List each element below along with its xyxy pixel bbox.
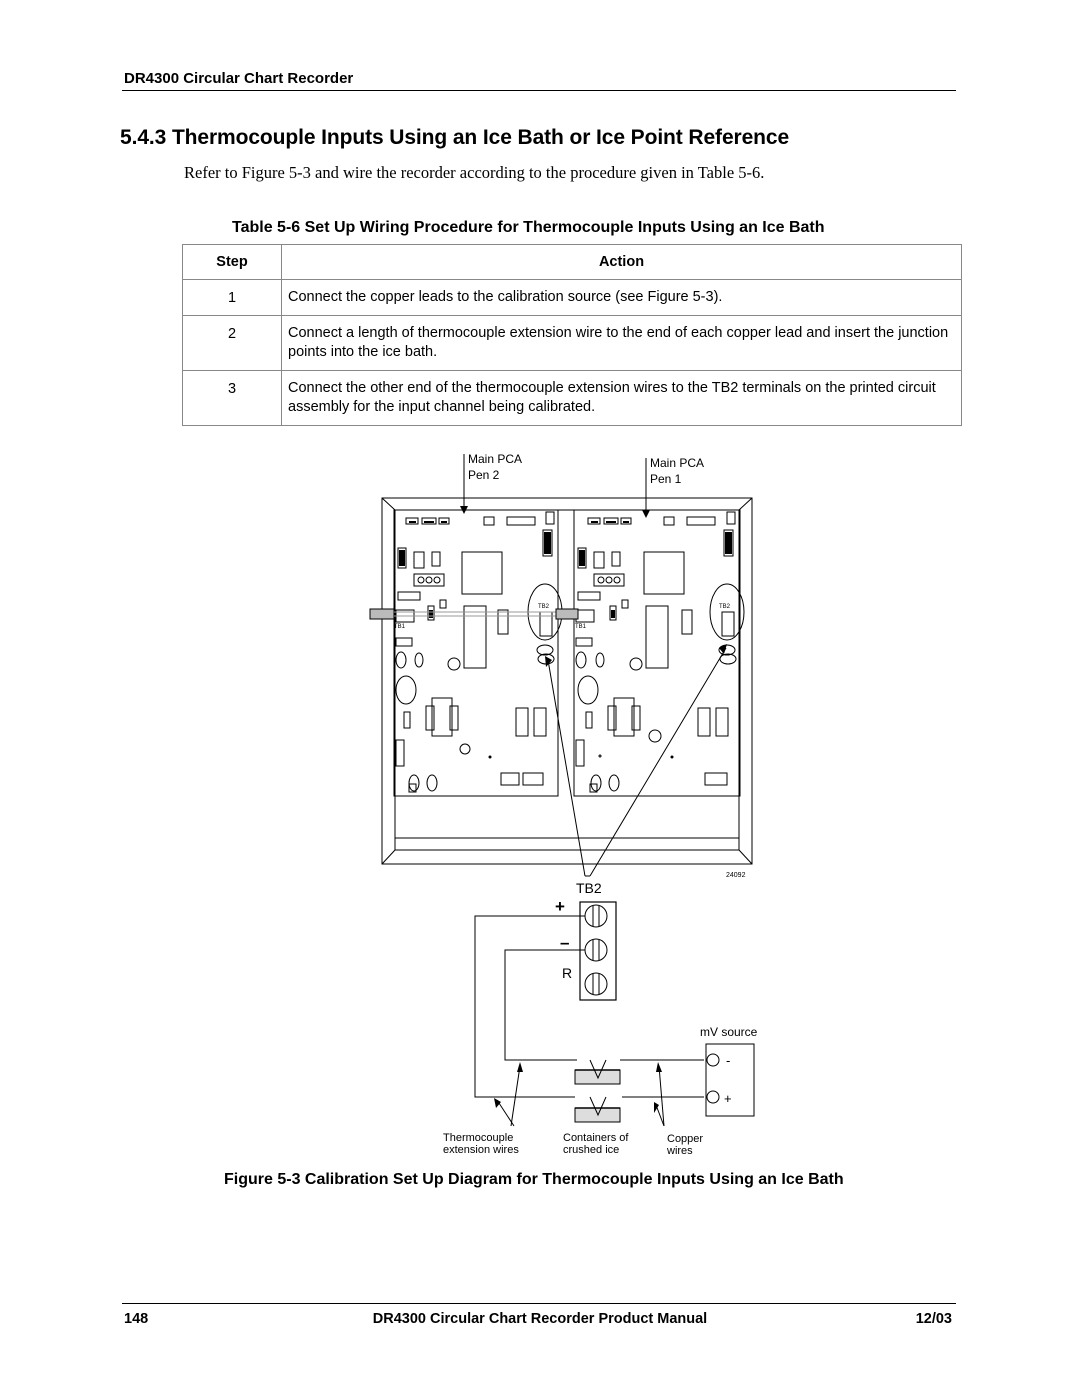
running-header: DR4300 Circular Chart Recorder — [124, 70, 354, 87]
ice-containers — [575, 1060, 620, 1122]
source-plus-label: + — [724, 1091, 732, 1106]
copper-wires-label: wires — [667, 1145, 693, 1157]
tb1-label-pen2: TB1 — [394, 624, 406, 630]
tb2-screw-terminals — [585, 905, 607, 995]
table-row — [183, 371, 962, 426]
containers-label: crushed ice — [563, 1144, 620, 1156]
tb2-label-pen2: TB2 — [538, 604, 550, 610]
tb2-label: TB2 — [576, 880, 602, 896]
step-number: 3 — [183, 371, 282, 426]
main-pca-pen2-label: Main PCA — [468, 452, 523, 466]
source-minus-label: - — [726, 1053, 731, 1068]
main-pca-pen1-label: Main PCA — [650, 456, 705, 470]
pca-board-pen1 — [574, 510, 744, 796]
tc-wires-label: extension wires — [443, 1144, 519, 1156]
tb2-r-label: R — [562, 965, 573, 981]
calibration-diagram — [360, 440, 780, 1165]
footer-rule — [122, 1303, 956, 1304]
containers-label: Containers of — [563, 1132, 629, 1144]
procedure-table — [182, 244, 962, 426]
ribbon-cable-right — [556, 609, 578, 619]
tc-wires-label: Thermocouple — [443, 1132, 514, 1144]
column-header-step: Step — [183, 245, 282, 280]
step-action: Connect a length of thermocouple extension wire to the end of each copper lead and insert the junction points into the ice bath. — [282, 316, 962, 371]
pca-board-pen2 — [394, 510, 562, 796]
tb2-minus-label: – — [560, 933, 570, 952]
drawing-number: 24092 — [726, 872, 746, 879]
pen1-terminal-fills — [579, 521, 732, 759]
table-row — [183, 316, 962, 371]
tb2-plus-label: + — [555, 897, 565, 916]
recorder-case — [382, 498, 752, 864]
source-minus-terminal — [707, 1054, 719, 1066]
tb1-label-pen1: TB1 — [575, 624, 587, 630]
footer-manual-title: DR4300 Circular Chart Recorder Product Manual — [372, 1311, 708, 1327]
copper-wires-label: Copper — [667, 1133, 704, 1145]
section-title: 5.4.3 Thermocouple Inputs Using an Ice Bath or Ice Point Reference — [120, 126, 790, 149]
table-row — [183, 280, 962, 316]
tb2-callout-lines — [548, 648, 726, 876]
page-number: 148 — [124, 1311, 149, 1327]
table-header-row — [183, 245, 962, 280]
footer-date: 12/03 — [915, 1311, 952, 1327]
source-plus-terminal — [707, 1091, 719, 1103]
tb2-label-pen1: TB2 — [719, 604, 731, 610]
ribbon-cable-left — [370, 609, 394, 619]
intro-paragraph: Refer to Figure 5-3 and wire the recorder according to the procedure given in Table 5-6. — [184, 163, 765, 182]
main-pca-pen2-label: Pen 2 — [468, 468, 500, 482]
figure-caption: Figure 5-3 Calibration Set Up Diagram for Thermocouple Inputs Using an Ice Bath — [224, 1171, 844, 1188]
step-number: 2 — [183, 316, 282, 371]
step-number: 1 — [183, 280, 282, 316]
step-action: Connect the copper leads to the calibration source (see Figure 5-3). — [282, 280, 962, 316]
header-rule — [122, 90, 956, 91]
column-header-action: Action — [282, 245, 962, 280]
mv-source-label: mV source — [700, 1025, 758, 1039]
main-pca-pen1-label: Pen 1 — [650, 472, 682, 486]
table-caption: Table 5-6 Set Up Wiring Procedure for Thermocouple Inputs Using an Ice Bath — [232, 219, 825, 236]
step-action: Connect the other end of the thermocouple extension wires to the TB2 terminals on the printed circuit assembly for the input channel being calibrated. — [282, 371, 962, 426]
